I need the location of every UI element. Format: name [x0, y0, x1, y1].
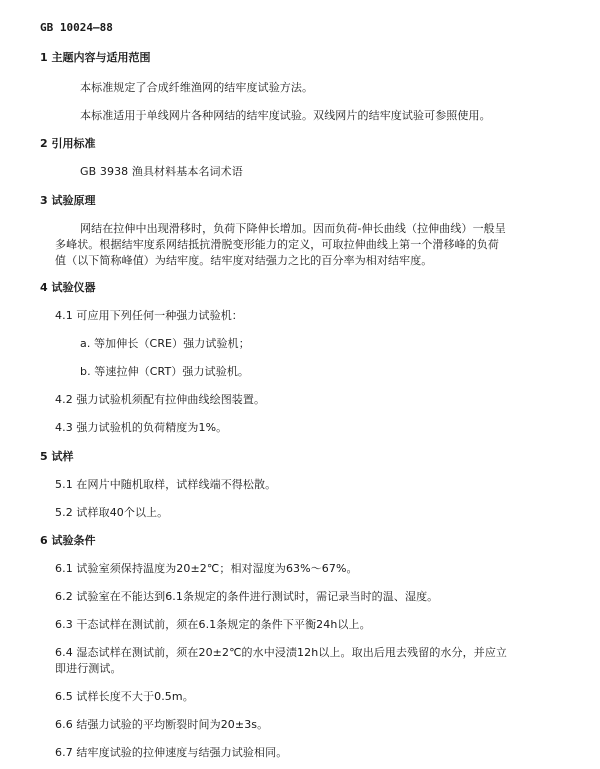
item-6-3: 6.3 干态试样在测试前，须在6.1条规定的条件下平衡24h以上。 [55, 618, 371, 631]
section-3-line-2: 多峰状。根据结牢度系网结抵抗滑脱变形能力的定义，可取拉伸曲线上第一个滑移峰的负荷 [55, 238, 499, 251]
item-4-1-a: a. 等加伸长（CRE）强力试验机； [80, 337, 250, 350]
section-3-title: 3 试验原理 [40, 194, 96, 207]
item-6-4-line-2: 即进行测试。 [55, 662, 122, 675]
section-3-line-1: 网结在拉伸中出现滑移时，负荷下降伸长增加。因而负荷-伸长曲线（拉伸曲线）一般呈 [80, 222, 506, 235]
section-1-paragraph-2: 本标准适用于单线网片各种网结的结牢度试验。双线网片的结牢度试验可参照使用。 [80, 109, 491, 122]
item-4-1: 4.1 可应用下列任何一种强力试验机： [55, 309, 243, 322]
item-6-2: 6.2 试验室在不能达到6.1条规定的条件进行测试时，需记录当时的温、湿度。 [55, 590, 439, 603]
item-6-6: 6.6 结强力试验的平均断裂时间为20±3s。 [55, 718, 269, 731]
item-6-4-line-1: 6.4 湿态试样在测试前，须在20±2℃的水中浸渍12h以上。取出后甩去残留的水分，并应立 [55, 646, 508, 659]
standard-code-header: GB 10024—88 [40, 21, 113, 34]
item-4-1-b: b. 等速拉伸（CRT）强力试验机。 [80, 365, 250, 378]
section-4-title: 4 试验仪器 [40, 281, 96, 294]
item-5-1: 5.1 在网片中随机取样，试样线端不得松散。 [55, 478, 277, 491]
section-2-title: 2 引用标准 [40, 137, 96, 150]
item-4-3: 4.3 强力试验机的负荷精度为1%。 [55, 421, 228, 434]
item-6-7: 6.7 结牢度试验的拉伸速度与结强力试验相同。 [55, 746, 288, 759]
item-6-1: 6.1 试验室须保持温度为20±2℃；相对湿度为63%～67%。 [55, 562, 358, 575]
item-4-2: 4.2 强力试验机须配有拉伸曲线绘图装置。 [55, 393, 266, 406]
section-3-line-3: 值（以下简称峰值）为结牢度。结牢度对结强力之比的百分率为相对结牢度。 [55, 254, 433, 267]
item-5-2: 5.2 试样取40个以上。 [55, 506, 169, 519]
section-1-title: 1 主题内容与适用范围 [40, 51, 151, 64]
section-6-title: 6 试验条件 [40, 534, 96, 547]
section-1-paragraph-1: 本标准规定了合成纤维渔网的结牢度试验方法。 [80, 81, 314, 94]
section-2-reference: GB 3938 渔具材料基本名词术语 [80, 165, 243, 178]
section-5-title: 5 试样 [40, 450, 74, 463]
item-6-5: 6.5 试样长度不大于0.5m。 [55, 690, 194, 703]
